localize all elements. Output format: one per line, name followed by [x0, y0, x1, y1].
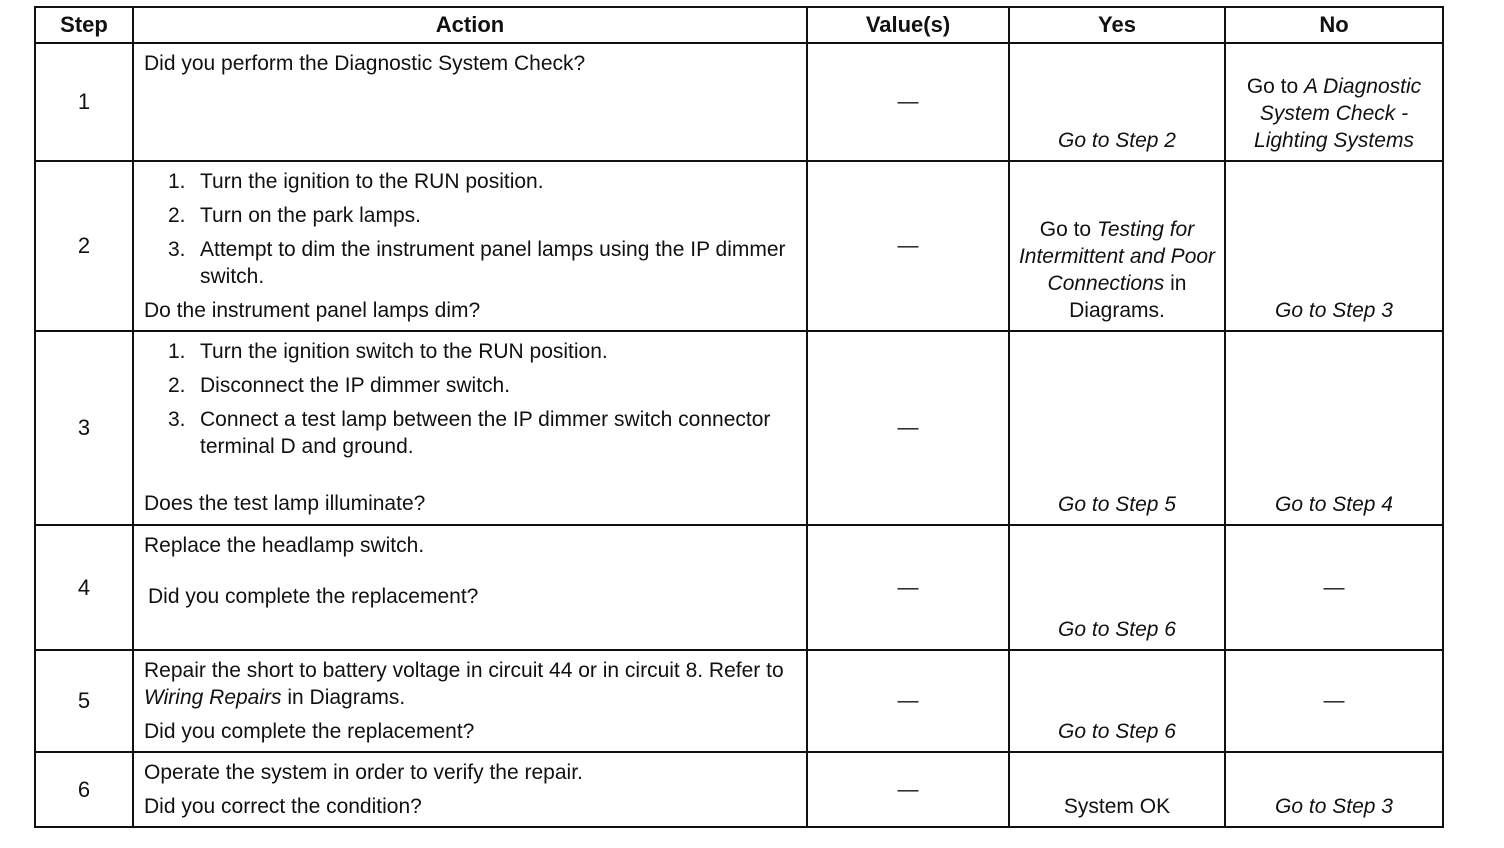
yes-link-text: Testing for Intermittent and Poor Connections: [1018, 218, 1216, 295]
value-cell: —: [807, 752, 1009, 827]
yes-cell: Go to Step 5: [1009, 331, 1225, 525]
table-row-step-4: [35, 525, 1443, 650]
step-number: 1: [35, 43, 133, 161]
action-question: Does the test lamp illuminate?: [144, 492, 426, 515]
action-question: Do the instrument panel lamps dim?: [144, 299, 481, 322]
no-cell: Go to Step 3: [1225, 161, 1443, 331]
item-text: Turn the ignition to the RUN position.: [200, 170, 544, 193]
item-text: Disconnect the IP dimmer switch.: [200, 374, 511, 397]
list-item: [168, 168, 796, 195]
action-text: [144, 657, 796, 711]
no-cell: [1225, 43, 1443, 161]
no-cell: —: [1225, 650, 1443, 752]
no-cell: Go to Step 3: [1225, 752, 1443, 827]
header-values: Value(s): [807, 7, 1009, 43]
table-row-step-1: [35, 43, 1443, 161]
action-cell: [133, 525, 807, 650]
step-number: 3: [35, 331, 133, 525]
table-row-step-2: [35, 161, 1443, 331]
value-cell: —: [807, 161, 1009, 331]
item-text: Connect a test lamp between the IP dimmer switch connector terminal D and ground.: [200, 408, 771, 458]
table-row-step-5: [35, 650, 1443, 752]
action-question: Did you correct the condition?: [144, 795, 422, 818]
table-row-step-3: [35, 331, 1443, 525]
yes-cell: Go to Step 6: [1009, 525, 1225, 650]
yes-cell: Go to Step 6: [1009, 650, 1225, 752]
item-text: Turn on the park lamps.: [200, 204, 421, 227]
list-item: [168, 202, 796, 229]
value-cell: —: [807, 525, 1009, 650]
action-question: Did you perform the Diagnostic System Check?: [144, 52, 586, 75]
header-action: Action: [133, 7, 807, 43]
yes-suffix: in Diagrams.: [1069, 272, 1187, 322]
yes-cell: Go to Step 2: [1009, 43, 1225, 161]
item-text: Attempt to dim the instrument panel lamps using the IP dimmer switch.: [200, 238, 786, 288]
action-steps-list: [144, 168, 796, 290]
list-item: [168, 338, 796, 365]
action-cell: [133, 331, 807, 525]
action-cell: [133, 161, 807, 331]
header-yes: Yes: [1009, 7, 1225, 43]
item-text: Turn the ignition switch to the RUN position.: [200, 340, 608, 363]
item-number: 3.: [168, 408, 186, 431]
item-number: 2.: [168, 204, 186, 227]
yes-cell: [1009, 161, 1225, 331]
action-steps-list: [144, 338, 796, 460]
diagnostic-table: [34, 6, 1444, 828]
no-link-text: A Diagnostic System Check - Lighting Systems: [1254, 75, 1422, 152]
list-item: [168, 236, 796, 290]
step-number: 6: [35, 752, 133, 827]
action-link-text: Wiring Repairs: [144, 686, 282, 709]
item-number: 1.: [168, 170, 186, 193]
action-text: Operate the system in order to verify the repair.: [144, 761, 583, 784]
value-cell: —: [807, 43, 1009, 161]
yes-cell: System OK: [1009, 752, 1225, 827]
action-cell: [133, 752, 807, 827]
value-cell: —: [807, 650, 1009, 752]
action-text-prefix: Repair the short to battery voltage in circuit 44 or in circuit 8. Refer to: [144, 659, 784, 682]
item-number: 1.: [168, 340, 186, 363]
no-prefix: Go to: [1246, 75, 1305, 98]
header-step: Step: [35, 7, 133, 43]
list-item: [168, 406, 796, 460]
action-text-suffix: in Diagrams.: [281, 686, 406, 709]
action-cell: [133, 650, 807, 752]
step-number: 5: [35, 650, 133, 752]
no-cell: Go to Step 4: [1225, 331, 1443, 525]
header-no: No: [1225, 7, 1443, 43]
action-text: Replace the headlamp switch.: [144, 534, 425, 557]
header-row: [35, 7, 1443, 43]
action-question: Did you complete the replacement?: [148, 585, 479, 608]
yes-prefix: Go to: [1039, 218, 1097, 241]
item-number: 2.: [168, 374, 186, 397]
step-number: 2: [35, 161, 133, 331]
table-row-step-6: [35, 752, 1443, 827]
no-cell: —: [1225, 525, 1443, 650]
list-item: [168, 372, 796, 399]
step-number: 4: [35, 525, 133, 650]
action-cell: [133, 43, 807, 161]
action-question: Did you complete the replacement?: [144, 720, 475, 743]
value-cell: —: [807, 331, 1009, 525]
item-number: 3.: [168, 238, 186, 261]
